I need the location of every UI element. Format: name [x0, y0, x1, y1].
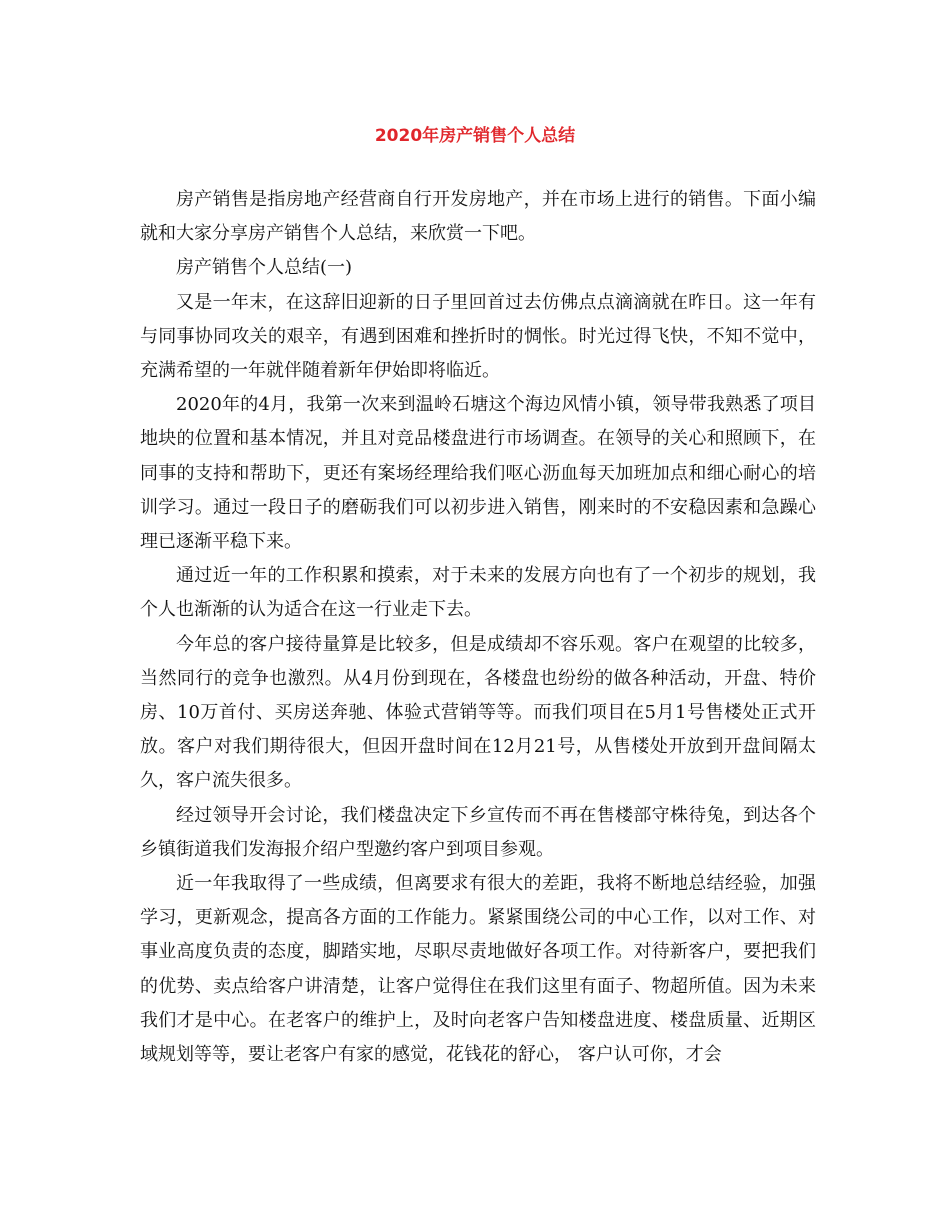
paragraph: 又是一年末，在这辞旧迎新的日子里回首过去仿佛点点滴滴就在昨日。这一年有与同事协同攻关的艰辛，有遇到困难和挫折时的惆怅。时光过得飞快，不知不觉中，充满希望的一年就伴随着新年伊始即将临近。	[140, 291, 816, 382]
paragraph: 今年总的客户接待量算是比较多，但是成绩却不容乐观。客户在观望的比较多，当然同行的竞争也激烈。从4月份到现在，各楼盘也纷纷的做各种活动，开盘、特价房、10万首付、买房送奔驰、体验式营销等等。而我们项目在5月1号售楼处正式开放。客户对我们期待很大，但因开盘时间在12月21号，从售楼处开放到开盘间隔太久，客户流失很多。	[140, 633, 816, 792]
paragraph-intro: 房产销售是指房地产经营商自行开发房地产，并在市场上进行的销售。下面小编就和大家分享房产销售个人总结，来欣赏一下吧。	[140, 189, 816, 245]
paragraph: 经过领导开会讨论，我们楼盘决定下乡宣传而不再在售楼部守株待兔，到达各个乡镇街道我们发海报介绍户型邀约客户到项目参观。	[140, 804, 816, 860]
paragraph: 近一年我取得了一些成绩，但离要求有很大的差距，我将不断地总结经验，加强学习，更新观念，提高各方面的工作能力。紧紧围绕公司的中心工作，以对工作、对事业高度负责的态度，脚踏实地，尽职尽责地做好各项工作。对待新客户，要把我们的优势、卖点给客户讲清楚，让客户觉得住在我们这里有面子、物超所值。因为未来我们才是中心。在老客户的维护上，及时向老客户告知楼盘进度、楼盘质量、近期区域规划等等，要让老客户有家的感觉，花钱花的舒心， 客户认可你，才会	[140, 873, 816, 1066]
document-body	[140, 183, 816, 1072]
section-heading: 房产销售个人总结(一)	[176, 257, 353, 279]
paragraph: 通过近一年的工作积累和摸索，对于未来的发展方向也有了一个初步的规划，我个人也渐渐的认为适合在这一行业走下去。	[140, 565, 816, 621]
paragraph: 2020年的4月，我第一次来到温岭石塘这个海边风情小镇，领导带我熟悉了项目地块的位置和基本情况，并且对竞品楼盘进行市场调查。在领导的关心和照顾下，在同事的支持和帮助下，更还有案场经理给我们呕心沥血每天加班加点和细心耐心的培训学习。通过一段日子的磨砺我们可以初步进入销售，刚来时的不安稳因素和急躁心理已逐渐平稳下来。	[140, 394, 816, 553]
document-title: 2020年房产销售个人总结	[374, 126, 576, 146]
